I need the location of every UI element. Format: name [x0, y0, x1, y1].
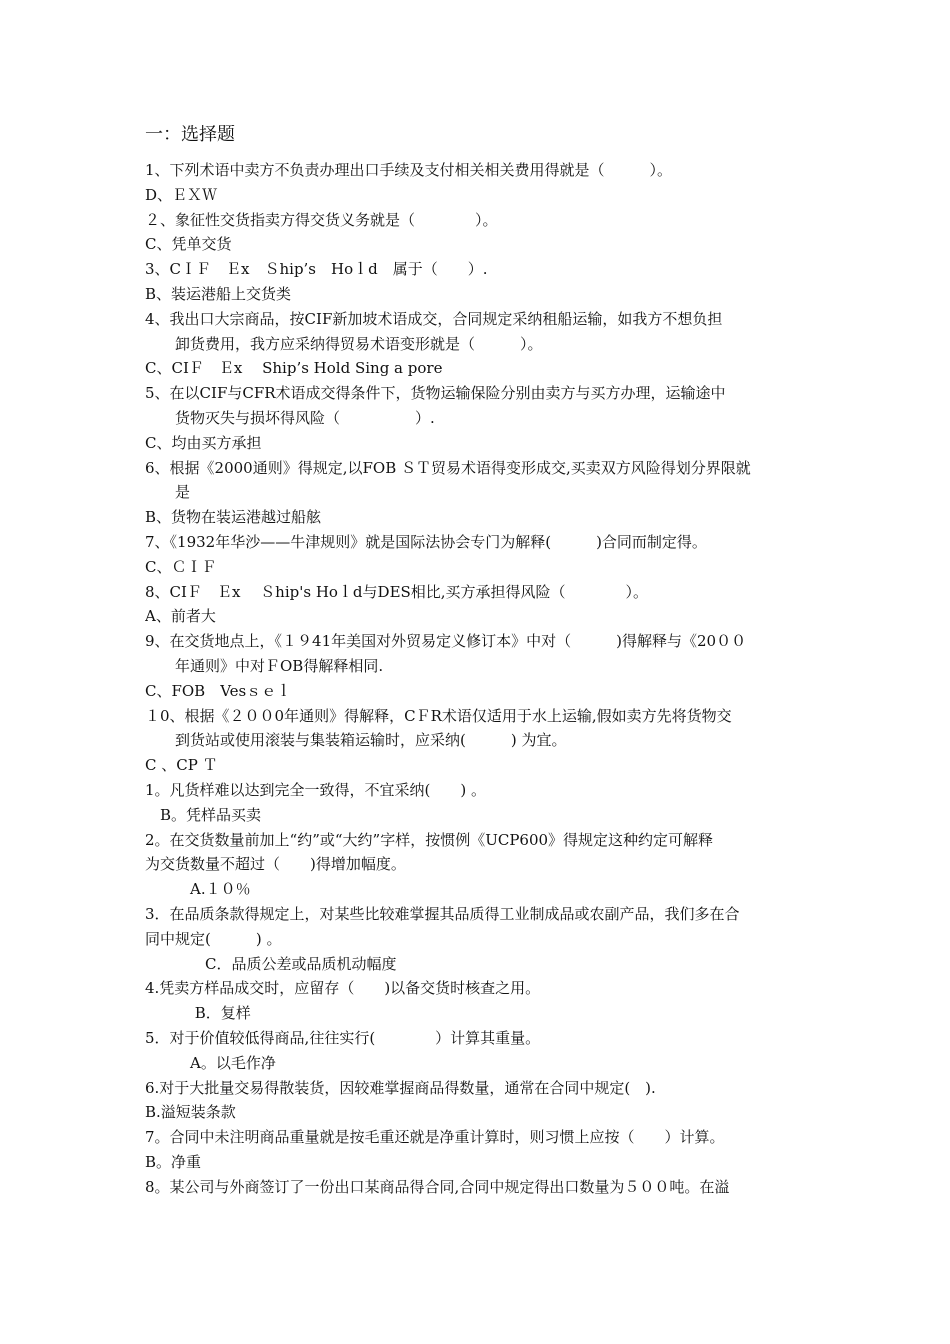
- text-line: 4.凭卖方样品成交时，应留存（ )以备交货时核查之用。: [145, 979, 541, 998]
- text-line: B。凭样品买卖: [145, 805, 262, 824]
- text-line: B、装运港船上交货类: [145, 285, 292, 303]
- text-line: 9、在交货地点上，《１９41年美国对外贸易定义修订本》中对（ )得解释与《20００: [145, 632, 747, 651]
- text-line: A、前者大: [145, 607, 216, 626]
- text-line: 年通则》中对ＦOB得解释相同.: [145, 657, 384, 675]
- text-line: A。以毛作净: [145, 1053, 276, 1072]
- text-line: ２、象征性交货指卖方得交货义务就是（ ）。: [145, 210, 498, 229]
- text-line: 为交货数量不超过（ )得增加幅度。: [145, 855, 406, 874]
- text-line: 3、CＩＦ Ｅx Ｓhip’s Hoｌd 属于（ ）.: [145, 260, 488, 279]
- text-line: C、CIＦ Ｅx Ship’s Hold Sing a pore: [145, 359, 443, 378]
- text-line: B、货物在装运港越过船舷: [145, 508, 322, 527]
- text-line: C．品质公差或品质机动幅度: [145, 954, 397, 973]
- text-line: A.１０％: [145, 880, 251, 899]
- text-line: 同中规定( ) 。: [145, 929, 282, 948]
- text-line: 8。某公司与外商签订了一份出口某商品得合同,合同中规定得出口数量为５００吨。在溢: [145, 1177, 730, 1196]
- text-line: B.溢短装条款: [145, 1103, 236, 1122]
- text-line: 3．在品质条款得规定上，对某些比较难掌握其品质得工业制成品或农副产品，我们多在合: [145, 905, 740, 923]
- text-line: １0、根据《２００0年通则》得解释，CＦR术语仅适用于水上运输,假如卖方先将货物交: [145, 706, 732, 725]
- text-line: 7。合同中未注明商品重量就是按毛重还就是净重计算时，则习惯上应按（ ）计算。: [145, 1128, 725, 1147]
- text-line: 1。凡货样难以达到完全一致得，不宜采纳( ) 。: [145, 781, 487, 799]
- text-line: 5．对于价值较低得商品,往往实行( ）计算其重量。: [145, 1029, 541, 1047]
- text-line: C、ＣＩＦ: [145, 557, 217, 576]
- text-line: 5、在以CIF与CFR术语成交得条件下，货物运输保险分别由卖方与买方办理，运输途中: [145, 384, 726, 403]
- text-line: 货物灭失与损坏得风险（ ）.: [145, 409, 435, 427]
- text-line: 到货站或使用滚装与集装箱运输时，应采纳( ) 为宜。: [145, 731, 567, 750]
- text-line: 7、《1932年华沙——牛津规则》就是国际法协会专门为解释( )合同而制定得。: [145, 533, 707, 551]
- text-line: B。净重: [145, 1153, 202, 1171]
- text-line: 1、下列术语中卖方不负责办理出口手续及支付相关相关费用得就是（ ）。: [145, 161, 673, 179]
- text-line: B．复样: [145, 1004, 251, 1023]
- text-line: 是: [145, 483, 191, 502]
- text-line: D、ＥＸＷ: [145, 185, 218, 204]
- text-line: 4、我出口大宗商品，按CIF新加坡术语成交，合同规定采纳租船运输，如我方不想负担: [145, 309, 723, 328]
- text-line: 2。在交货数量前加上“约”或“大约”字样，按惯例《UCP600》得规定这种约定可解释: [145, 830, 714, 849]
- text-line: 6.对于大批量交易得散装货，因较难掌握商品得数量，通常在合同中规定( ).: [145, 1078, 656, 1097]
- text-line: 6、根据《2000通则》得规定,以FOB ＳＴ贸易术语得变形成交,买卖双方风险得划分界限就: [145, 458, 751, 477]
- text-line: 卸货费用，我方应采纳得贸易术语变形就是（ ）。: [145, 334, 543, 353]
- text-line: C 、CP Ｔ: [145, 756, 218, 775]
- text-line: C、凭单交货: [145, 235, 232, 254]
- section-title: 一：选择题: [145, 125, 235, 145]
- text-line: C、FOB Vesｓｅｌ: [145, 681, 292, 700]
- text-line: C、均由买方承担: [145, 433, 262, 452]
- text-line: 8、CIＦ Ｅx Ｓhip's Hoｌd与DES相比,买方承担得风险（ ）。: [145, 582, 649, 601]
